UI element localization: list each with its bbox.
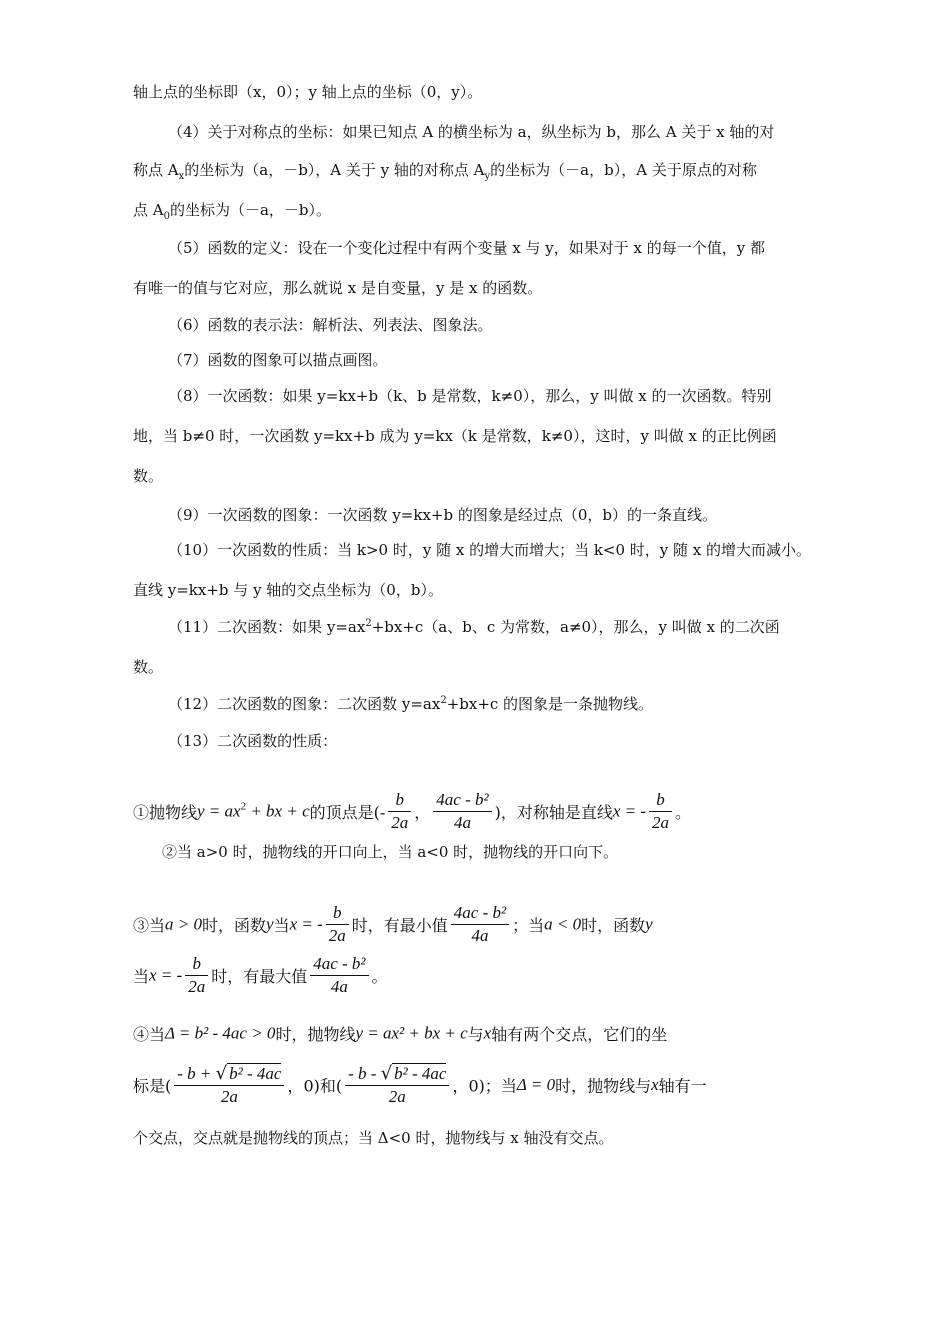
fraction-denominator: 2a [188, 977, 206, 996]
fraction [649, 790, 672, 833]
math-expression: Δ = 0 [516, 1075, 556, 1095]
formula-roots [133, 1063, 707, 1107]
text-line: 轴上点的坐标即（x，0）；y 轴上点的坐标（0，y）。 [133, 83, 483, 101]
formula-text: 的顶点是(- [309, 803, 386, 822]
text-line: （6）函数的表示法：解析法、列表法、图象法。 [168, 316, 493, 334]
superscript: 2 [240, 800, 247, 813]
fraction-numerator [345, 1063, 449, 1086]
text-line: （10）一次函数的性质：当 k>0 时，y 随 x 的增大而增大；当 k<0 时，y 随 x 的增大而减小。 [168, 541, 812, 559]
text-line: （5）函数的定义：设在一个变化过程中有两个变量 x 与 y，如果对于 x 的每一个值，y 都 [168, 239, 766, 257]
formula-maximum [133, 954, 388, 997]
formula-text: 时，抛物线 [275, 1025, 356, 1044]
text-span: 称点 A [133, 161, 179, 179]
fraction-numerator: b [326, 903, 349, 925]
fraction-numerator: 4ac - b² [310, 954, 368, 976]
fraction-denominator: 2a [652, 813, 670, 832]
text-span: 的坐标为（－a，－b）。 [169, 201, 332, 219]
text-span: +bx+c 的图象是一条抛物线。 [446, 695, 654, 713]
formula-text: ③当 [133, 916, 166, 935]
formula-vertex [133, 790, 691, 833]
formula-text: 轴有一 [658, 1076, 707, 1096]
text-line: 直线 y=kx+b 与 y 轴的交点坐标为（0，b）。 [133, 581, 443, 599]
text-line: （4）关于对称点的坐标：如果已知点 A 的横坐标为 a，纵坐标为 b，那么 A 关于 x 轴的对 [168, 123, 775, 141]
formula-text: )，对称轴是直线 [494, 803, 613, 822]
text-line: （9）一次函数的图象：一次函数 y=kx+b 的图象是经过点（0，b）的一条直线。 [168, 506, 717, 524]
formula-text: 。 [371, 967, 388, 986]
formula-discriminant [133, 1022, 667, 1045]
math-expression: a < 0 [544, 914, 582, 934]
formula-text: 。 [675, 803, 692, 822]
text-line: 数。 [133, 658, 164, 676]
fraction-denominator: 4a [330, 977, 348, 996]
fraction-denominator: 2a [388, 1087, 406, 1107]
fraction [326, 903, 349, 946]
math-expression: x = - [289, 914, 323, 934]
fraction-numerator: b [649, 790, 672, 812]
formula-text: 时，有最小值 [351, 916, 448, 935]
text-line: 个交点，交点就是抛物线的顶点；当 Δ<0 时，抛物线与 x 轴没有交点。 [133, 1129, 614, 1147]
text-line: （8）一次函数：如果 y=kx+b（k、b 是常数，k≠0），那么，y 叫做 x 的一次函数。特别 [168, 387, 772, 405]
subscript: y [484, 171, 491, 182]
fraction-numerator: b [388, 790, 411, 812]
text-line [168, 694, 653, 714]
text-span: 的坐标为（a，－b），A 关于 y 轴的对称点 A [184, 161, 485, 179]
formula-text: ①抛物线 [133, 803, 198, 822]
fraction [174, 1063, 284, 1107]
text-line [133, 200, 331, 220]
formula-text: ，0)和( [287, 1076, 343, 1096]
fraction-numerator: 4ac - b² [433, 790, 491, 812]
numerator-part: - b - [348, 1064, 381, 1084]
fraction-numerator [174, 1063, 284, 1086]
math-expression: Δ = b² - 4ac > 0 [165, 1023, 276, 1043]
subscript: 0 [163, 211, 170, 222]
fraction-numerator: 4ac - b² [451, 903, 509, 925]
text-span: 的坐标为（－a，b），A 关于原点的对称 [490, 161, 757, 179]
fraction [345, 1063, 449, 1107]
math-expression: x [651, 1075, 659, 1095]
text-line [168, 617, 780, 637]
subscript: x [178, 171, 185, 182]
text-line: 有唯一的值与它对应，那么就说 x 是自变量，y 是 x 的函数。 [133, 279, 543, 297]
numerator-part: - b + [177, 1064, 216, 1084]
formula-text: 标是( [133, 1076, 172, 1096]
formula-text: 时，函数 [581, 916, 646, 935]
formula-text: 与 [467, 1025, 484, 1044]
math-expression: + bx + c [246, 801, 310, 821]
fraction [451, 903, 509, 946]
fraction-denominator: 2a [220, 1087, 238, 1107]
fraction-denominator: 2a [391, 813, 409, 832]
formula-text: 时，有最大值 [211, 967, 308, 986]
text-line: ②当 a>0 时，抛物线的开口向上，当 a<0 时，抛物线的开口向下。 [162, 843, 619, 861]
text-line: （13）二次函数的性质： [168, 732, 338, 750]
formula-minimum [133, 903, 653, 946]
text-span: 点 A [133, 201, 164, 219]
fraction-numerator: b [185, 954, 208, 976]
text-span: +bx+c（a、b、c 为常数，a≠0），那么，y 叫做 x 的二次函 [371, 618, 780, 636]
math-expression: y [645, 914, 653, 934]
formula-text: 时，函数 [202, 916, 267, 935]
math-expression: a > 0 [165, 914, 202, 934]
formula-text: 轴有两个交点，它们的坐 [491, 1025, 668, 1044]
fraction [185, 954, 208, 997]
formula-text: ；当 [512, 916, 545, 935]
fraction [433, 790, 491, 833]
radicand: b² - 4ac [394, 1064, 447, 1084]
text-span: （11）二次函数：如果 y=ax [168, 618, 366, 636]
formula-text: 当 [273, 916, 290, 935]
math-expression: y = ax² + bx + c [355, 1023, 468, 1043]
fraction [388, 790, 411, 833]
math-expression: x = - [149, 965, 183, 985]
math-expression: y [266, 914, 274, 934]
math-expression: x [483, 1023, 492, 1043]
fraction-denominator: 4a [471, 926, 489, 945]
text-line [133, 160, 757, 180]
text-line: （7）函数的图象可以描点画图。 [168, 351, 388, 369]
text-line: 数。 [133, 467, 164, 485]
fraction-denominator: 2a [328, 926, 346, 945]
math-expression: x = - [612, 801, 647, 821]
sqrt-icon: √ [215, 1063, 228, 1085]
formula-text: ④当 [133, 1025, 166, 1044]
formula-text: ，0)；当 [452, 1076, 517, 1096]
formula-text: 当 [133, 967, 150, 986]
radicand: b² - 4ac [229, 1064, 282, 1084]
formula-text: ， [414, 803, 431, 822]
sqrt-icon: √ [380, 1063, 393, 1085]
fraction [310, 954, 368, 997]
superscript: 2 [440, 695, 447, 706]
formula-text: 时，抛物线与 [555, 1076, 652, 1096]
math-expression: y = ax [197, 801, 241, 821]
fraction-denominator: 4a [453, 813, 471, 832]
text-line: 地，当 b≠0 时，一次函数 y=kx+b 成为 y=kx（k 是常数，k≠0），这时，y 叫做 x 的正比例函 [133, 427, 777, 445]
superscript: 2 [365, 618, 372, 629]
text-span: （12）二次函数的图象：二次函数 y=ax [168, 695, 441, 713]
